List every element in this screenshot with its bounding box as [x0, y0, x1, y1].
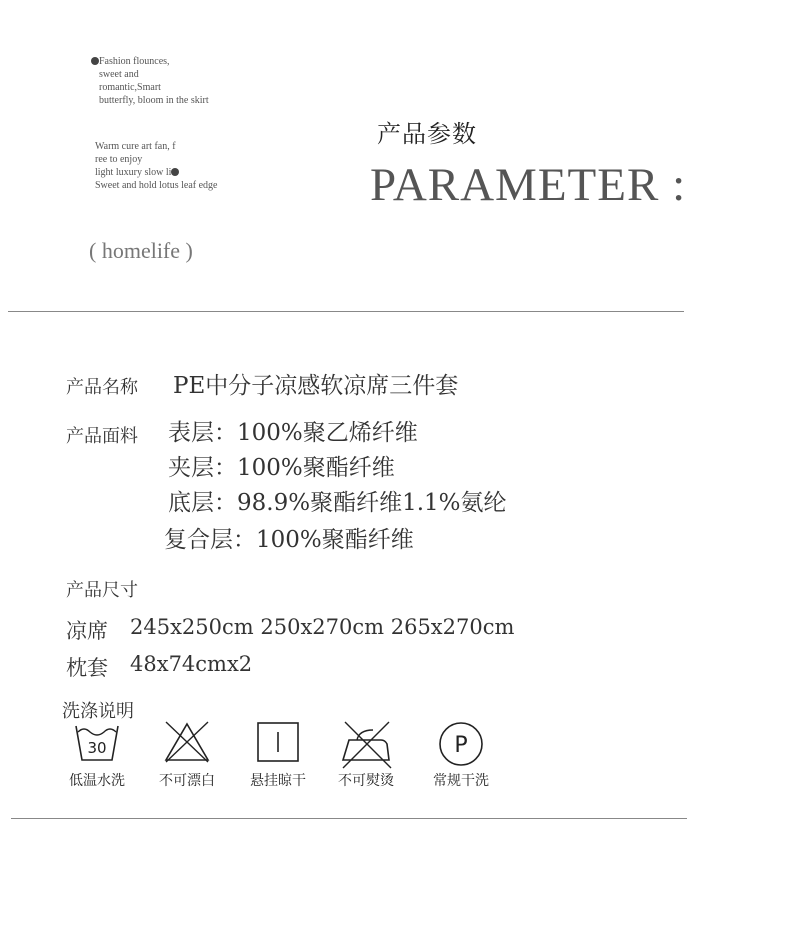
size-row-mat-value: 245x250cm 250x270cm 265x270cm: [130, 615, 515, 639]
top-divider: [8, 311, 684, 312]
no-bleach-icon: [162, 720, 212, 764]
care-item-dry-clean: [416, 720, 506, 790]
care-label: 常规干洗: [433, 773, 489, 789]
wash-30-icon: [72, 720, 122, 764]
brand-label: ( homelife ): [89, 238, 193, 263]
bottom-divider: [11, 818, 687, 819]
intro-text-1: Fashion flounces, sweet and romantic,Smart butterfly, bloom in the skirt: [91, 55, 209, 107]
material-line: 夹层：100%聚酯纤维: [168, 455, 395, 481]
bullet-dot-icon: [91, 57, 99, 65]
bullet-dot-icon: [171, 168, 179, 176]
page-title-cn: 产品参数: [377, 120, 477, 148]
material-label: 产品面料: [66, 426, 138, 447]
size-row-mat-name: 凉席: [66, 619, 108, 643]
size-row-pillow-name: 枕套: [66, 656, 108, 680]
care-item-wash: [52, 720, 142, 790]
svg-text:P: P: [454, 733, 468, 758]
care-label: 不可熨烫: [338, 773, 394, 789]
material-line: 复合层：100%聚酯纤维: [164, 527, 414, 553]
care-item-no-iron: [321, 720, 411, 790]
size-label: 产品尺寸: [66, 580, 138, 601]
product-name-value: PE中分子凉感软凉席三件套: [173, 373, 459, 399]
care-label: 低温水洗: [69, 773, 125, 789]
care-item-no-bleach: [142, 720, 232, 790]
material-line: 表层：100%聚乙烯纤维: [168, 420, 418, 446]
page-title-en: PARAMETER :: [370, 159, 687, 211]
dry-clean-p-icon: [436, 720, 486, 766]
material-line: 底层：98.9%聚酯纤维1.1%氨纶: [168, 490, 507, 516]
care-item-line-dry: [233, 720, 323, 790]
line-dry-icon: [253, 720, 303, 764]
size-row-pillow-value: 48x74cmx2: [130, 652, 253, 676]
care-label: 悬挂晾干: [250, 773, 306, 789]
svg-text:30: 30: [87, 739, 107, 757]
intro-text-2: Warm cure art fan, f ree to enjoy light luxury slow li Sweet and hold lotus leaf edge: [95, 141, 218, 191]
care-title: 洗涤说明: [62, 701, 134, 722]
care-label: 不可漂白: [159, 773, 215, 789]
no-iron-icon: [339, 720, 393, 770]
product-name-label: 产品名称: [66, 377, 138, 398]
